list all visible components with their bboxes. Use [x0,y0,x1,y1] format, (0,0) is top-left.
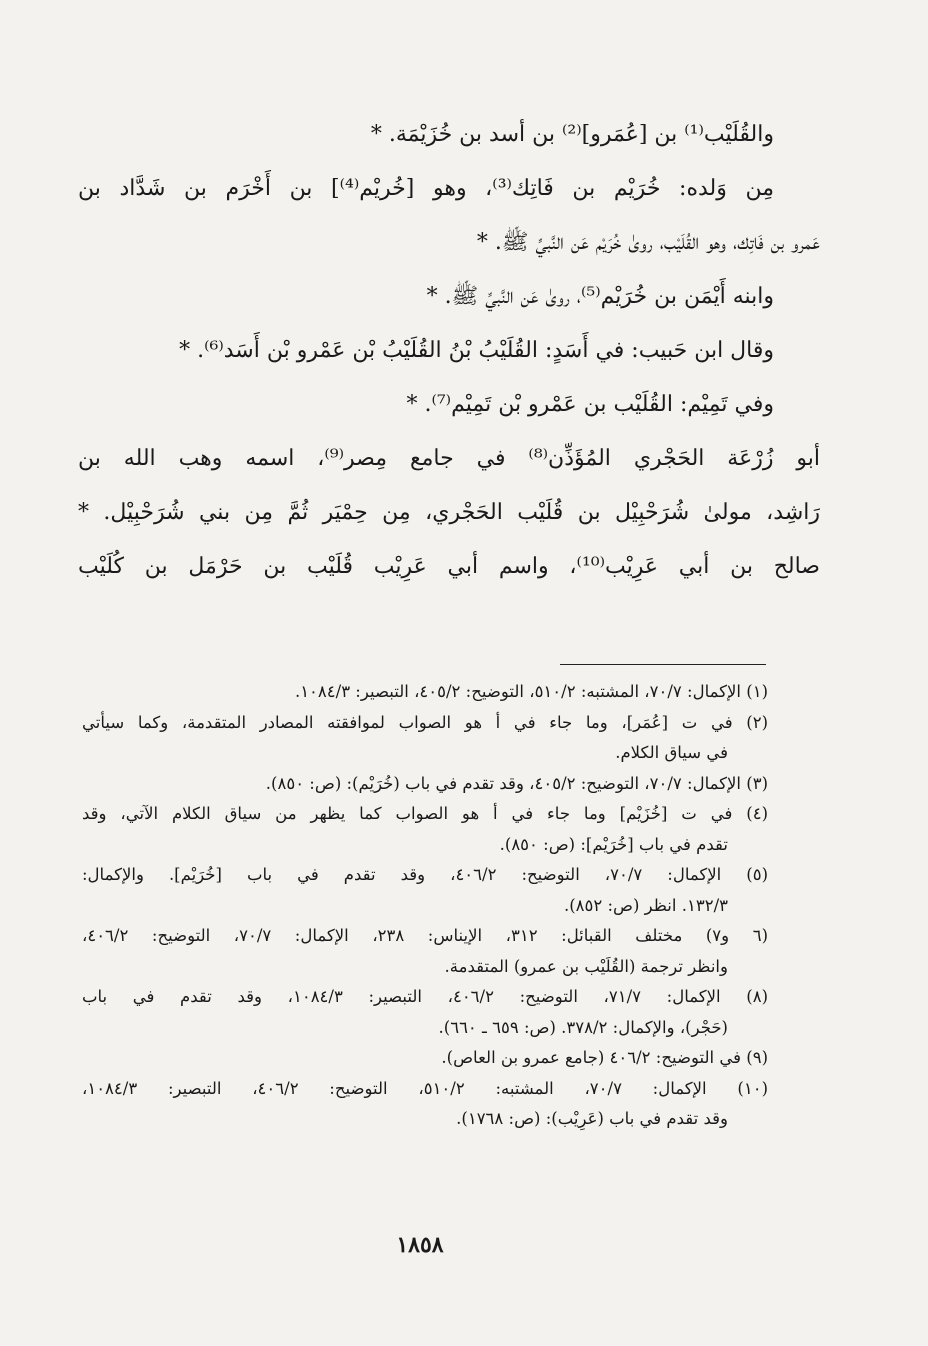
paragraph-line: صالح بن أبي عَرِيْب⁽¹⁰⁾، واسم أبي عَرِيْب قُلَيْب بن حَرْمَل بن كُلَيْب [78,554,820,579]
paragraph-line: رَاشِد، مولىٰ شُرَحْبِيْل بن قُلَيْب الحَجْري، مِن حِمْيَر ثُمَّ مِن بني شُرَحْبِيْل. * [78,500,820,525]
footnote-line: (١٠) الإكمال: ٧٠/٧، المشتبه: ٥١٠/٢، التوضيح: ٤٠٦/٢، التبصير: ١٠٨٤/٣، [82,1078,768,1098]
footnote-line: (٦ و٧) مختلف القبائل: ٣١٢، الإيناس: ٢٣٨، الإكمال: ٧٠/٧، التوضيح: ٤٠٦/٢، [82,926,768,945]
footnote-line: (١) الإكمال: ٧٠/٧، المشتبه: ٥١٠/٢، التوضيح: ٤٠٥/٢، التبصير: ١٠٨٤/٣. [294,682,768,701]
footnote-line: (حَجْر)، والإكمال: ٣٧٨/٢. (ص: ٦٥٩ ـ ٦٦٠). [438,1017,728,1037]
footnote-line: في سياق الكلام. [615,743,728,762]
footnote-line: (٣) الإكمال: ٧٠/٧، التوضيح: ٤٠٥/٢، وقد تقدم في باب (خُرَيْم): (ص: ٨٥٠). [265,773,768,793]
paragraph-line: وقال ابن حَبيب: في أَسَدٍ: القُلَيْبُ بْنُ القُلَيْبُ بْن عَمْرو بْن أَسَد⁽⁶⁾. * [179,338,774,363]
paragraph-line: والقُلَيْب⁽¹⁾ بن [عُمَرو]⁽²⁾ بن أسد بن خُزَيْمَة. * [370,122,774,147]
footnote-line: تقدم في باب [خُرَيْم]: (ص: ٨٥٠). [499,834,728,854]
page-number: ١٨٥٨ [396,1232,444,1258]
main-text [78,108,820,594]
footnote-line: (٢) في ت [عُمَر]، وما جاء في أ هو الصواب لموافقته المصادر المتقدمة، وكما سيأتي [82,712,768,732]
footnote-line: ١٣٢/٣. انظر (ص: ٨٥٢). [563,895,728,915]
footnote-line: وانظر ترجمة (القُلَيْب بن عمرو) المتقدمة. [444,956,728,976]
paragraph-line: وفي تَمِيْم: القُلَيْب بن عَمْرو بْن تَمِيْم⁽⁷⁾. * [406,392,774,417]
footnote-line: (٥) الإكمال: ٧٠/٧، التوضيح: ٤٠٦/٢، وقد تقدم في باب [خُرَيْم]. والإكمال: [82,865,768,884]
footnote-divider [560,664,766,665]
footnote-line: (٨) الإكمال: ٧١/٧، التوضيح: ٤٠٦/٢، التبصير: ١٠٨٤/٣، وقد تقدم في باب [82,987,768,1006]
paragraph-line: وابنه أَيْمَن بن خُرَيْم⁽⁵⁾، روىٰ عَن النَّبيِّ ﷺ. * [426,284,774,309]
paragraph-line: أبو زُرْعَة الحَجْري المُؤَذِّن⁽⁸⁾ في جامع مِصر⁽⁹⁾، اسمه وهب الله بن [78,446,820,471]
paragraph-line: عَمرو بن فَاتِك، وهو القُلَيْب، روىٰ خُرَيْم عَن النَّبيِّ ﷺ. * [476,230,820,255]
footnote-line: (٤) في ت [خُزَيْم] وما جاء في أ هو الصواب كما يظهر من سياق الكلام الآتي، وقد [82,804,768,823]
footnote-line: وقد تقدم في باب (عَرِيْب): (ص: ١٧٦٨). [456,1109,728,1128]
paragraph-line: مِن وَلده: خُرَيْم بن فَاتِك⁽³⁾، وهو [خُريْم⁽⁴⁾] بن أَخْرَم بن شَدَّاد بن [78,176,774,201]
footnotes [82,677,768,1135]
footnote-line: (٩) في التوضيح: ٤٠٦/٢ (جامع عمرو بن العاص). [441,1048,768,1067]
